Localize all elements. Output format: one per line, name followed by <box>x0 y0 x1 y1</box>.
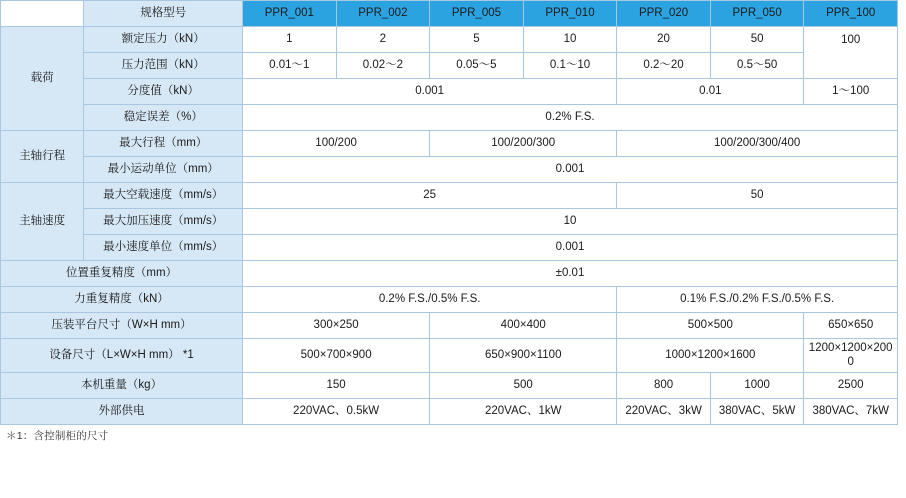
cell-machine-weight-c: 800 <box>617 372 711 398</box>
cell-rated-pressure-ppr100: 100 <box>804 27 898 79</box>
table-row-pressure-range <box>1 53 898 79</box>
table-row-min-speed-unit <box>1 235 898 261</box>
table-row-max-stroke <box>1 131 898 157</box>
cell-power-supply-d: 380VAC、5kW <box>710 398 804 424</box>
row-label-platform-size: 压装平台尺寸（W×H mm） <box>1 313 243 339</box>
row-label-rated-pressure: 额定压力（kN） <box>84 27 243 53</box>
header-model-ppr050: PPR_050 <box>710 1 804 27</box>
cell-equipment-size-a: 500×700×900 <box>243 339 430 373</box>
table-row-equipment-size <box>1 339 898 373</box>
cell-equipment-size-c: 1000×1200×1600 <box>617 339 804 373</box>
header-corner-blank <box>1 1 84 27</box>
row-label-stability-error: 稳定误差（%） <box>84 105 243 131</box>
cell-stability-error: 0.2% F.S. <box>243 105 898 131</box>
cell-machine-weight-e: 2500 <box>804 372 898 398</box>
cell-pressure-range-ppr005: 0.05～5 <box>430 53 524 79</box>
cell-position-repeat: ±0.01 <box>243 261 898 287</box>
cell-power-supply-c: 220VAC、3kW <box>617 398 711 424</box>
cell-power-supply-a: 220VAC、0.5kW <box>243 398 430 424</box>
table-row-resolution <box>1 79 898 105</box>
row-label-pressure-range: 压力范围（kN） <box>84 53 243 79</box>
table-row-position-repeat <box>1 261 898 287</box>
row-label-machine-weight: 本机重量（kg） <box>1 372 243 398</box>
cell-max-noload-speed-low: 25 <box>243 183 617 209</box>
row-label-equipment-size: 设备尺寸（L×W×H mm） *1 <box>1 339 243 373</box>
cell-rated-pressure-ppr020: 20 <box>617 27 711 53</box>
cell-power-supply-e: 380VAC、7kW <box>804 398 898 424</box>
header-model-ppr005: PPR_005 <box>430 1 524 27</box>
cell-pressure-range-ppr020: 0.2～20 <box>617 53 711 79</box>
cell-rated-pressure-ppr002: 2 <box>336 27 430 53</box>
row-label-power-supply: 外部供电 <box>1 398 243 424</box>
cell-rated-pressure-ppr010: 10 <box>523 27 617 53</box>
cell-platform-size-d: 650×650 <box>804 313 898 339</box>
cell-min-speed-unit: 0.001 <box>243 235 898 261</box>
table-row-force-repeat <box>1 287 898 313</box>
cell-resolution-high: 0.01 <box>617 79 804 105</box>
cell-max-stroke-c: 100/200/300/400 <box>617 131 898 157</box>
cell-resolution-ppr100: 1～100 <box>804 79 898 105</box>
cell-platform-size-b: 400×400 <box>430 313 617 339</box>
table-row-rated-pressure <box>1 27 898 53</box>
table-row-machine-weight <box>1 372 898 398</box>
cell-rated-pressure-ppr050: 50 <box>710 27 804 53</box>
group-label-spindle-speed: 主轴速度 <box>1 183 84 261</box>
table-row-max-noload-speed <box>1 183 898 209</box>
cell-machine-weight-a: 150 <box>243 372 430 398</box>
cell-platform-size-a: 300×250 <box>243 313 430 339</box>
cell-rated-pressure-ppr005: 5 <box>430 27 524 53</box>
header-model-ppr020: PPR_020 <box>617 1 711 27</box>
cell-machine-weight-d: 1000 <box>710 372 804 398</box>
cell-force-repeat-high: 0.1% F.S./0.2% F.S./0.5% F.S. <box>617 287 898 313</box>
cell-max-noload-speed-high: 50 <box>617 183 898 209</box>
cell-pressure-range-ppr001: 0.01～1 <box>243 53 337 79</box>
table-row-max-press-speed <box>1 209 898 235</box>
row-label-max-stroke: 最大行程（mm） <box>84 131 243 157</box>
row-label-min-motion-unit: 最小运动单位（mm） <box>84 157 243 183</box>
row-label-max-press-speed: 最大加压速度（mm/s） <box>84 209 243 235</box>
table-row-stability-error <box>1 105 898 131</box>
table-row-platform-size <box>1 313 898 339</box>
header-model-ppr100: PPR_100 <box>804 1 898 27</box>
cell-max-stroke-b: 100/200/300 <box>430 131 617 157</box>
row-label-max-noload-speed: 最大空载速度（mm/s） <box>84 183 243 209</box>
group-label-spindle-stroke: 主轴行程 <box>1 131 84 183</box>
cell-rated-pressure-ppr001: 1 <box>243 27 337 53</box>
cell-pressure-range-ppr010: 0.1～10 <box>523 53 617 79</box>
cell-pressure-range-ppr002: 0.02～2 <box>336 53 430 79</box>
row-label-position-repeat: 位置重复精度（mm） <box>1 261 243 287</box>
header-spec-label: 规格型号 <box>84 1 243 27</box>
cell-machine-weight-b: 500 <box>430 372 617 398</box>
cell-platform-size-c: 500×500 <box>617 313 804 339</box>
table-footnote: ＊1：含控制柜的尺寸 <box>6 429 109 442</box>
cell-force-repeat-low: 0.2% F.S./0.5% F.S. <box>243 287 617 313</box>
header-model-ppr001: PPR_001 <box>243 1 337 27</box>
cell-max-stroke-a: 100/200 <box>243 131 430 157</box>
cell-equipment-size-d: 1200×1200×2000 <box>804 339 898 373</box>
row-label-min-speed-unit: 最小速度单位（mm/s） <box>84 235 243 261</box>
table-row-min-motion-unit <box>1 157 898 183</box>
cell-resolution-low: 0.001 <box>243 79 617 105</box>
cell-max-press-speed: 10 <box>243 209 898 235</box>
header-model-ppr010: PPR_010 <box>523 1 617 27</box>
table-header-row <box>1 1 898 27</box>
cell-pressure-range-ppr050: 0.5～50 <box>710 53 804 79</box>
header-model-ppr002: PPR_002 <box>336 1 430 27</box>
cell-equipment-size-b: 650×900×1100 <box>430 339 617 373</box>
cell-power-supply-b: 220VAC、1kW <box>430 398 617 424</box>
row-label-force-repeat: 力重复精度（kN） <box>1 287 243 313</box>
cell-min-motion-unit: 0.001 <box>243 157 898 183</box>
row-label-resolution: 分度值（kN） <box>84 79 243 105</box>
group-label-load: 载荷 <box>1 27 84 131</box>
table-row-power-supply <box>1 398 898 424</box>
